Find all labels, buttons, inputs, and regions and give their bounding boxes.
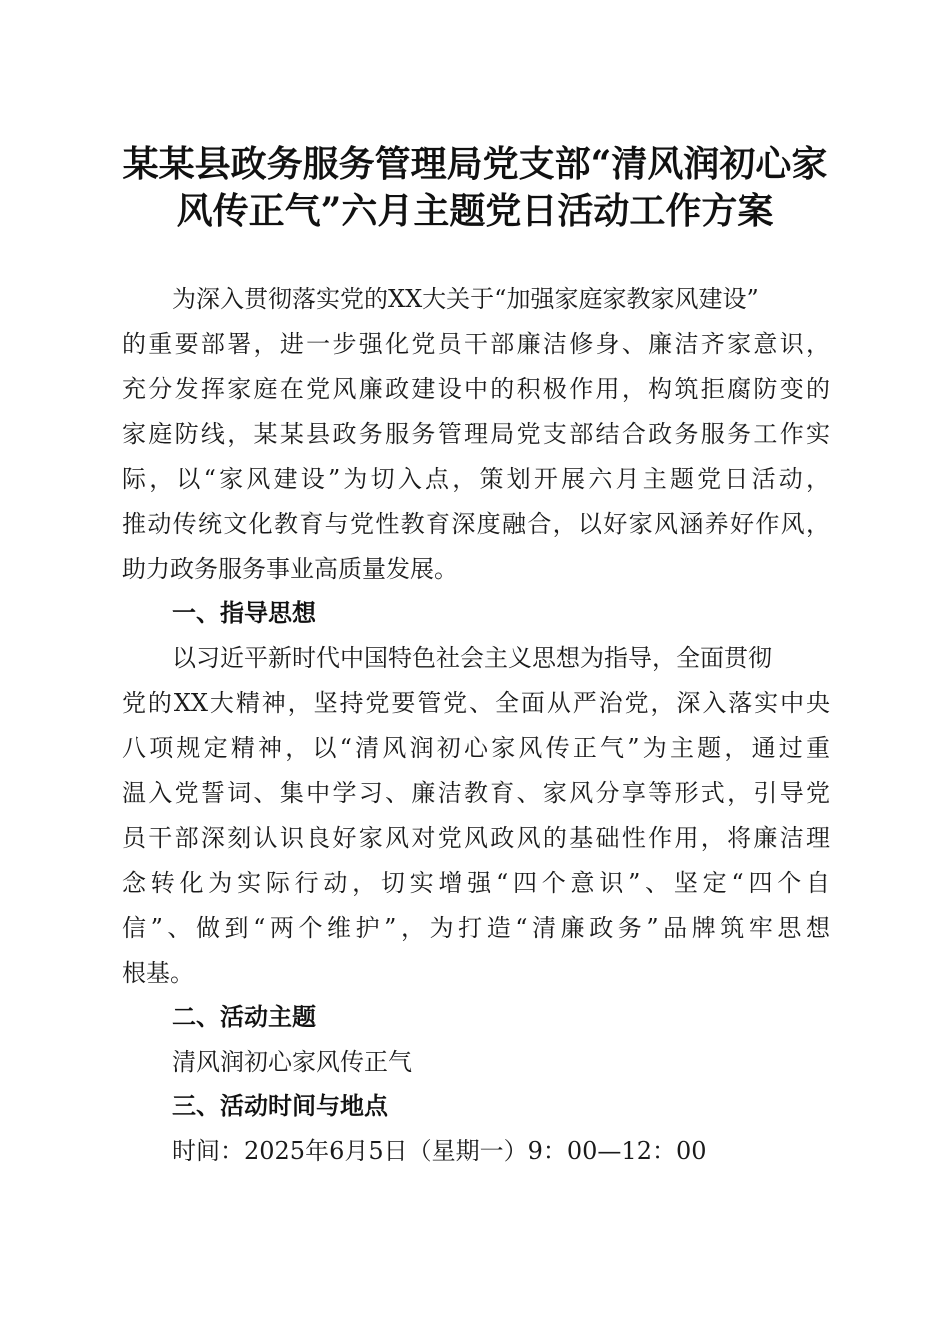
section-heading-time-and-place: 三、活动时间与地点 [172, 1092, 388, 1120]
section1-line: 员干部深刻认识良好家风对党风政风的基础性作用，将廉洁理 [122, 824, 830, 852]
activity-theme-text: 清风润初心家风传正气 [172, 1048, 412, 1076]
section1-line: 党的XX大精神，坚持党要管党、全面从严治党，深入落实中央 [122, 689, 830, 717]
section-heading-activity-theme: 二、活动主题 [172, 1003, 316, 1031]
intro-line: 为深入贯彻落实党的XX大关于“加强家庭家教家风建设” [172, 285, 759, 313]
section1-line: 温入党誓词、集中学习、廉洁教育、家风分享等形式，引导党 [122, 779, 830, 807]
intro-line: 充分发挥家庭在党风廉政建设中的积极作用，构筑拒腐防变的 [122, 375, 830, 403]
section1-line: 念转化为实际行动，切实增强“四个意识”、坚定“四个自 [122, 869, 830, 897]
intro-line: 的重要部署，进一步强化党员干部廉洁修身、廉洁齐家意识， [122, 330, 830, 358]
document-title-line2: 风传正气”六月主题党日活动工作方案 [176, 190, 774, 232]
intro-line: 家庭防线，某某县政务服务管理局党支部结合政务服务工作实 [122, 420, 830, 448]
activity-time-text: 时间：2025年6月5日（星期一）9：00—12：00 [172, 1137, 707, 1165]
document-title-line1: 某某县政务服务管理局党支部“清风润初心家 [122, 143, 828, 185]
section1-line: 八项规定精神，以“清风润初心家风传正气”为主题，通过重 [122, 734, 830, 762]
section1-line: 信”、做到“两个维护”，为打造“清廉政务”品牌筑牢思想 [122, 914, 830, 942]
intro-line: 际，以“家风建设”为切入点，策划开展六月主题党日活动， [122, 465, 830, 493]
section1-line: 根基。 [122, 959, 194, 987]
intro-line: 助力政务服务事业高质量发展。 [122, 555, 458, 583]
intro-line: 推动传统文化教育与党性教育深度融合，以好家风涵养好作风， [122, 510, 830, 538]
section-heading-guiding-ideology: 一、指导思想 [172, 599, 316, 627]
section1-line: 以习近平新时代中国特色社会主义思想为指导，全面贯彻 [172, 644, 772, 672]
